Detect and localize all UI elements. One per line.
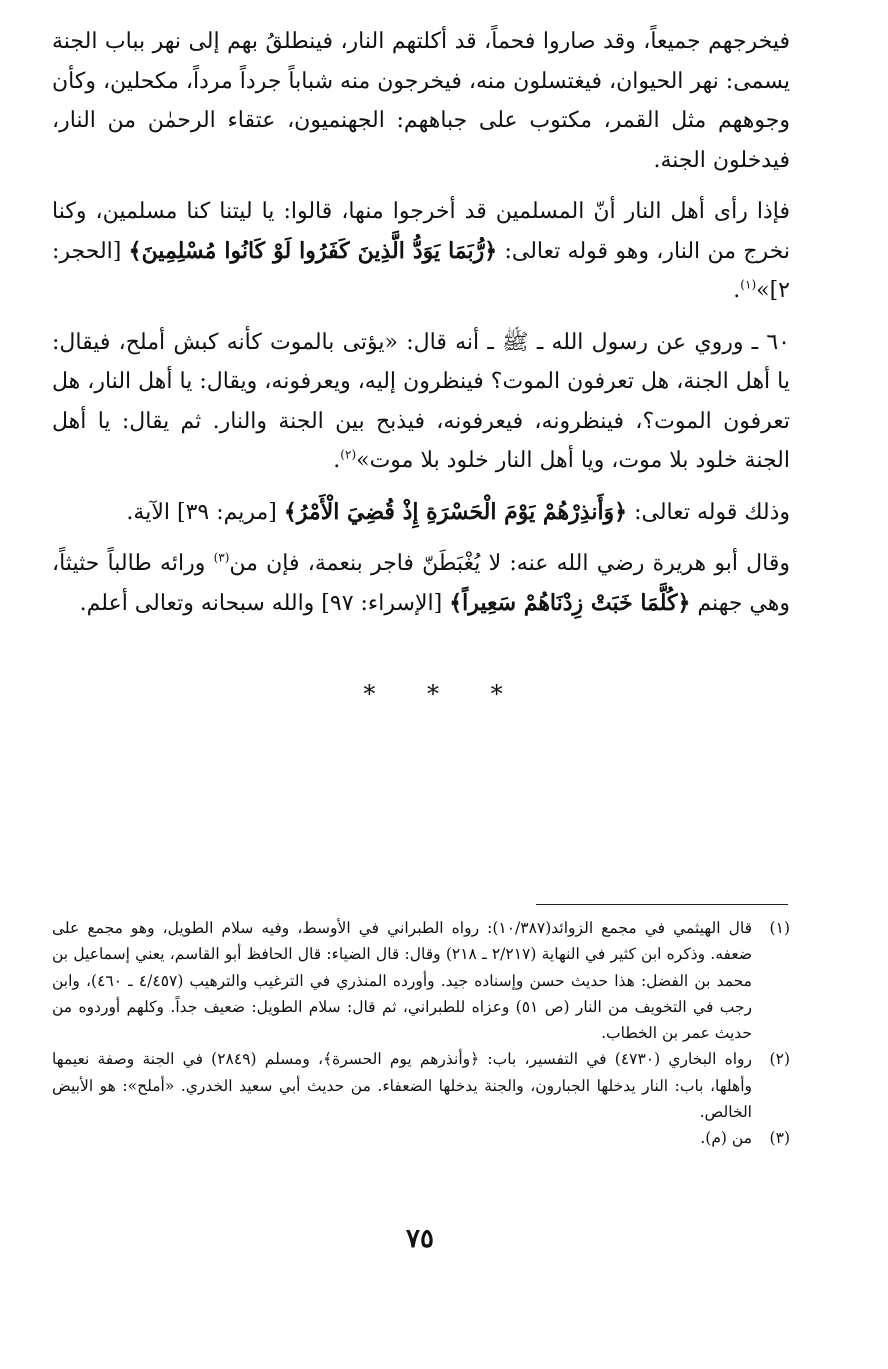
paragraph-2-end: .: [733, 278, 741, 303]
footnote-text: من (م).: [700, 1129, 752, 1148]
footnote-ref-2: (٢): [340, 447, 357, 462]
footnote-number: (١): [769, 919, 790, 937]
section-separator: * * *: [363, 680, 525, 708]
paragraph-3-end: .: [333, 448, 341, 473]
paragraph-5-text-b: ورائه طالباً حثيثاً، وهي جهنم: [52, 551, 790, 616]
paragraph-1-text: فيخرجهم جميعاً، وقد صاروا فحماً، قد أكلتهم النار، فينطلقُ بهم إلى نهر بباب الجنة يسمى: نهر الحيوان، فيغتسلون منه، فيخرجون منه شباباً جرداً مرداً، مكحلين، وكأن وجوههم مثل القمر، مكتوب على جباههم: الجهنميون، عتقاء الرحمٰن من النار، فيدخلون الجنة.: [52, 29, 790, 173]
footnote-ref-3: (٣): [213, 550, 230, 565]
footnote-text: قال الهيثمي في مجمع الزوائد(١٠/٣٨٧): رواه الطبراني في الأوسط، وفيه سلام الطويل، وهو مجمع على ضعفه. وذكره ابن كثير في النهاية (٢/٢١٧ ـ ٢١٨) وقال: قال الضياء: قال الحافظ أبو القاسم، يعني إسماعيل بن محمد بن الفضل: هذا حديث حسن وإسناده جيد. وأورده المنذري في الترغيب والترهيب (٤/٤٥٧ ـ ٤٦٠)، وابن رجب في التخويف من النار (ص ٥١) وعزاه للطبراني، ثم قال: سلام الطويل: ضعيف جداً. وكلهم أوردوه من حديث عمر بن الخطاب.: [52, 919, 753, 1043]
paragraph-3: [52, 323, 790, 481]
quran-verse-maryam: ﴿وَأَنذِرْهُمْ يَوْمَ الْحَسْرَةِ إِذْ قُضِيَ الْأَمْرُ﴾: [283, 498, 628, 525]
paragraph-5-text: وقال أبو هريرة رضي الله عنه: لا يُغْبَطَنّ فاجر بنعمة، فإن من: [229, 551, 790, 576]
footnote-text: رواه البخاري (٤٧٣٠) في التفسير، باب: ﴿وأنذرهم يوم الحسرة﴾، ومسلم (٢٨٤٩) في الجنة وصفة نعيمها وأهلها، باب: النار يدخلها الجبارون، والجنة يدخلها الضعفاء. من حديث أبي سعيد الخدري. «أملح»: هو الأبيض الخالص.: [52, 1050, 752, 1122]
paragraph-5: [52, 544, 790, 623]
footnote-ref-1: (١): [740, 277, 757, 292]
paragraph-1: [52, 22, 790, 180]
paragraph-4-text: وذلك قوله تعالى:: [627, 499, 790, 525]
footnote-number: (٣): [769, 1129, 790, 1148]
paragraph-5-citation: [الإسراء: ٩٧] والله سبحانه وتعالى أعلم.: [79, 590, 450, 616]
paragraph-2-citation: [الحجر: ٢]»: [52, 238, 790, 303]
paragraph-2-text: فإذا رأى أهل النار أنّ المسلمين قد أخرجوا منها، قالوا: يا ليتنا كنا مسلمين، وكنا نخرج من النار، وهو قوله تعالى:: [52, 199, 790, 264]
footnotes: [52, 915, 790, 1152]
footnote-number: (٢): [769, 1050, 790, 1069]
footnote-divider: [536, 904, 788, 905]
paragraph-4-citation: [مريم: ٣٩] الآية.: [126, 499, 284, 525]
footnote-2: [52, 1046, 790, 1125]
main-text: [52, 22, 790, 635]
quran-verse-hijr: ﴿رُّبَمَا يَوَدُّ الَّذِينَ كَفَرُوا لَوْ كَانُوا مُسْلِمِينَ﴾: [128, 237, 498, 264]
paragraph-4: [52, 493, 790, 533]
quran-verse-isra: ﴿كُلَّمَا خَبَتْ زِدْنَاهُمْ سَعِيراً﴾: [449, 589, 691, 616]
page-number: ٧٥: [406, 1224, 434, 1254]
footnote-1: [52, 915, 790, 1046]
footnote-3: [52, 1125, 790, 1151]
paragraph-2: [52, 192, 790, 311]
paragraph-3-text: ٦٠ ـ وروي عن رسول الله ـ ﷺ ـ أنه قال: «يؤتى بالموت كأنه كبش أملح، فيقال: يا أهل الجنة، هل تعرفون الموت؟ فينظرون إليه، ويعرفونه، ويقال: يا أهل النار، هل تعرفون الموت؟، فينظرونه، فيعرفونه، فيذبح بين الجنة والنار. ثم يقال: يا أهل الجنة خلود بلا موت، ويا أهل النار خلود بلا موت»: [52, 329, 790, 473]
